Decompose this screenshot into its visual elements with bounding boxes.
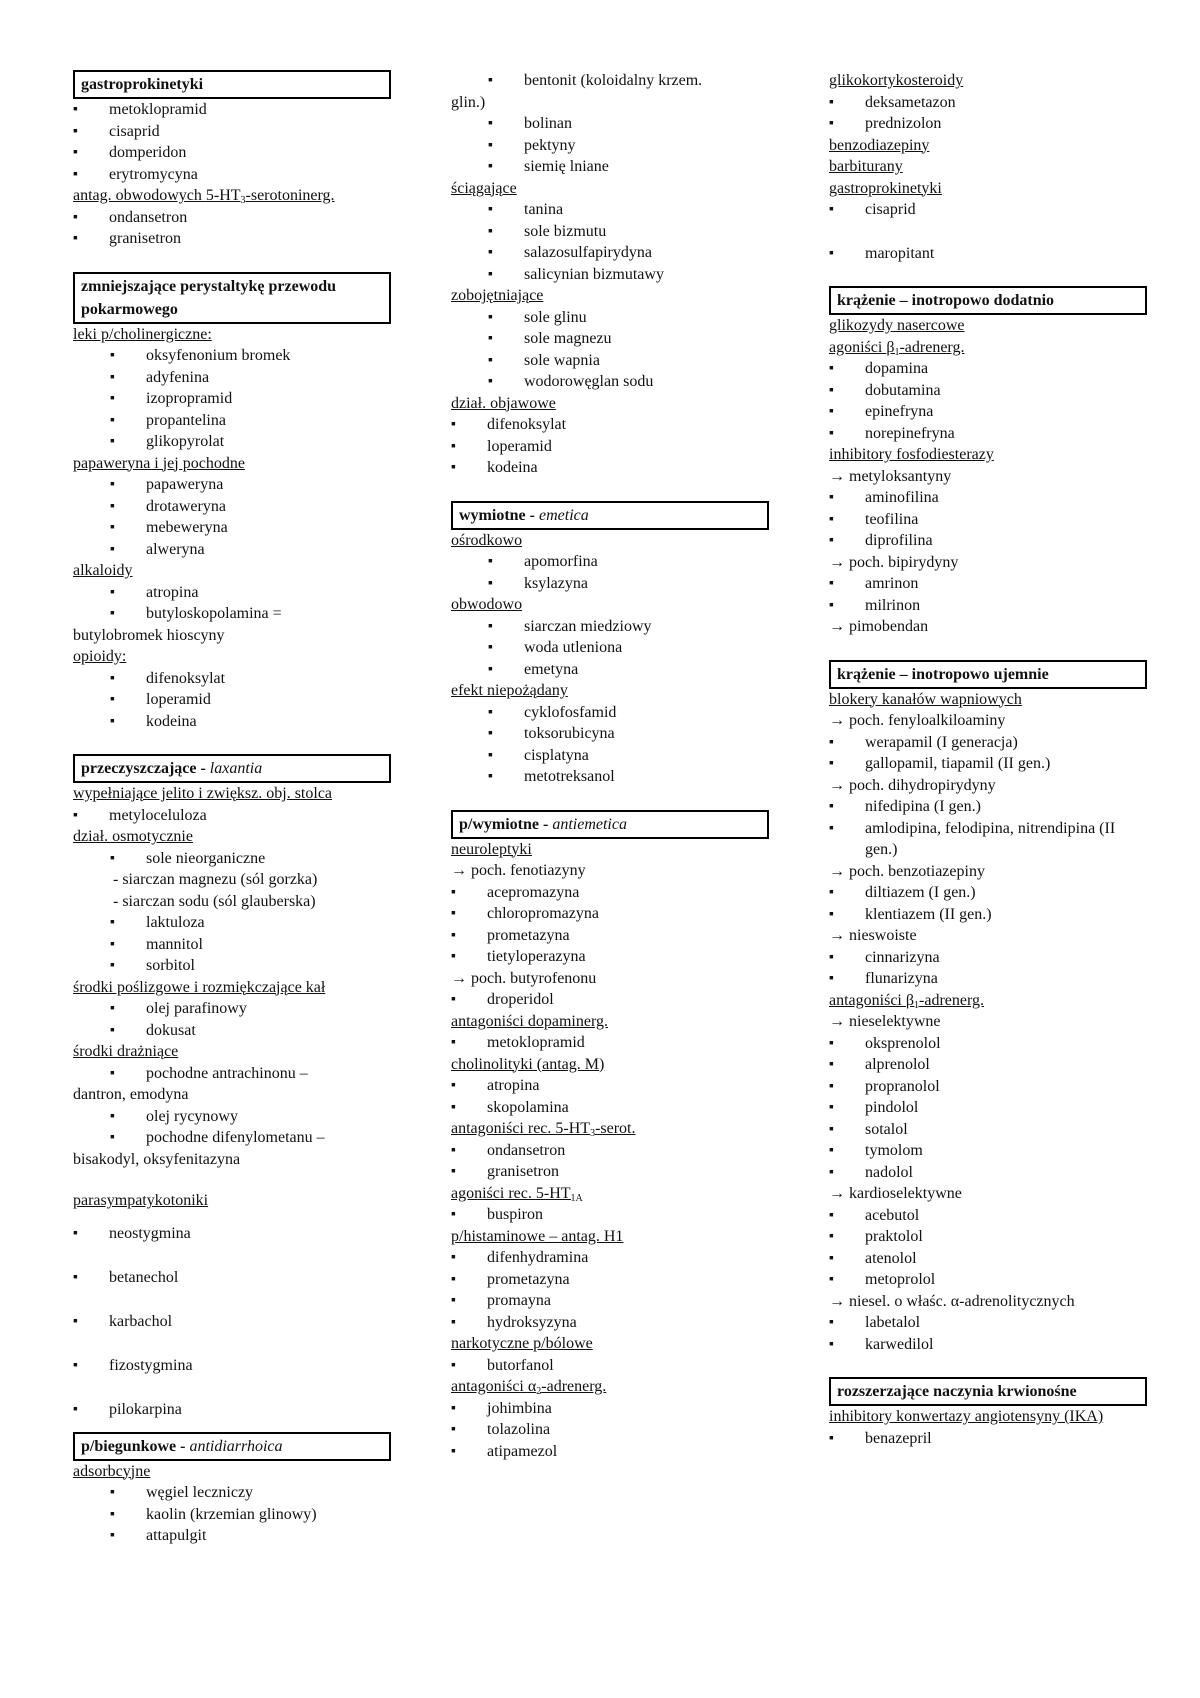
subheading: adsorbcyjne (73, 1462, 151, 1480)
list-item: ▪ karwedilol (829, 1334, 1147, 1356)
spacer (829, 1355, 1147, 1377)
list-item: ▪ kodeina (451, 457, 769, 479)
list-item: ▪ mebeweryna (73, 517, 391, 539)
list-item: ▪ teofilina (829, 509, 1147, 531)
list-item: ▪ sole glinu (451, 307, 769, 329)
spacer (829, 264, 1147, 286)
list-item: ▪ karbachol (73, 1300, 391, 1344)
list-item: ▪ pochodne difenylometanu – (73, 1127, 391, 1149)
spacer (451, 788, 769, 810)
text-line: glin.) (451, 93, 486, 111)
list-subitem: - siarczan sodu (sól glauberska) (113, 892, 316, 910)
list-item: ▪ diltiazem (I gen.) (829, 882, 1147, 904)
list-item: ▪ dopamina (829, 358, 1147, 380)
list-item: ▪ nifedipina (I gen.) (829, 796, 1147, 818)
section-heading: p/wymiotne - antiemetica (451, 810, 769, 839)
list-item: ▪ dobutamina (829, 380, 1147, 402)
list-item: ▪ cinnarizyna (829, 947, 1147, 969)
list-item: ▪ ondansetron (73, 207, 391, 229)
list-item: ▪ emetyna (451, 659, 769, 681)
list-item: ▪ diprofilina (829, 530, 1147, 552)
spacer (451, 479, 769, 501)
column-1 (73, 70, 391, 1547)
list-item: ▪ butyloskopolamina = (73, 603, 391, 625)
list-item: ▪ oksprenolol (829, 1033, 1147, 1055)
list-item: ▪ drotaweryna (73, 496, 391, 518)
text-line: → kardioselektywne (829, 1185, 962, 1202)
subheading: inhibitory fosfodiesterazy (829, 446, 994, 463)
text-line: → poch. butyrofenonu (451, 969, 597, 987)
list-item: ▪ sole wapnia (451, 350, 769, 372)
text-line: → nieswoiste (829, 927, 917, 944)
list-item: ▪ woda utleniona (451, 637, 769, 659)
list-item: ▪ labetalol (829, 1312, 1147, 1334)
list-item: ▪ bentonit (koloidalny krzem. (451, 70, 769, 92)
list-item: ▪ papaweryna (73, 474, 391, 496)
list-item: ▪ domperidon (73, 142, 391, 164)
section-heading: krążenie – inotropowo ujemnie (829, 660, 1147, 689)
list-item: ▪ milrinon (829, 595, 1147, 617)
list-item: ▪ epinefryna (829, 401, 1147, 423)
list-item: ▪ ksylazyna (451, 573, 769, 595)
list-item: ▪ amrinon (829, 573, 1147, 595)
list-item: ▪ adyfenina (73, 367, 391, 389)
subheading: leki p/cholinergiczne: (73, 325, 212, 343)
text-line: butylobromek hioscyny (73, 626, 225, 644)
subheading: parasympatykotoniki (73, 1192, 209, 1209)
list-item: ▪ skopolamina (451, 1097, 769, 1119)
list-item: ▪ metoklopramid (451, 1032, 769, 1054)
list-item: ▪ butorfanol (451, 1355, 769, 1377)
list-item: ▪ mannitol (73, 934, 391, 956)
list-item: ▪ loperamid (451, 436, 769, 458)
list-item: ▪ metotreksanol (451, 766, 769, 788)
list-item: ▪ aminofilina (829, 487, 1147, 509)
list-item: ▪ pilokarpina (73, 1388, 391, 1432)
list-item: ▪ droperidol (451, 989, 769, 1011)
list-item: ▪ cisaprid (829, 199, 1147, 221)
text-line: → metyloksantyny (829, 467, 952, 485)
list-item: ▪ pektyny (451, 135, 769, 157)
list-item: ▪ buspiron (451, 1204, 769, 1226)
spacer (73, 1170, 391, 1190)
text-line: dantron, emodyna (73, 1086, 189, 1103)
list-item: ▪ acepromazyna (451, 882, 769, 904)
list-item: ▪ metoprolol (829, 1269, 1147, 1291)
list-item: ▪ pindolol (829, 1097, 1147, 1119)
text-line: → poch. dihydropirydyny (829, 776, 996, 794)
list-item: ▪ atipamezol (451, 1441, 769, 1463)
list-item: ▪ norepinefryna (829, 423, 1147, 445)
list-item: ▪ cisplatyna (451, 745, 769, 767)
subheading: antagoniści rec. $5-HT_3$-serot. (451, 1120, 636, 1139)
list-item: ▪ difenoksylat (451, 414, 769, 436)
list-item: ▪ ondansetron (451, 1140, 769, 1162)
list-item: ▪ prometazyna (451, 925, 769, 947)
section-heading: przeczyszczające - laxantia (73, 754, 391, 783)
section-heading: p/biegunkowe - antidiarrhoica (73, 1432, 391, 1461)
section-heading: gastroprokinetyki (73, 70, 391, 99)
list-item: ▪ difenoksylat (73, 668, 391, 690)
list-item: ▪ prednizolon (829, 113, 1147, 135)
subheading: antagoniści dopaminerg. (451, 1012, 608, 1030)
list-item: ▪ atropina (73, 582, 391, 604)
list-item: ▪ toksorubicyna (451, 723, 769, 745)
list-item: ▪ tymolom (829, 1140, 1147, 1162)
list-item: ▪ sorbitol (73, 955, 391, 977)
text-line: → poch. benzotiazepiny (829, 862, 985, 880)
list-item: ▪ kaolin (krzemian glinowy) (73, 1504, 391, 1526)
text-line: → poch. fenyloalkiloaminy (829, 712, 1006, 729)
subheading: zobojętniające (451, 287, 544, 304)
list-item: ▪ pochodne antrachinonu – (73, 1063, 391, 1085)
list-item: ▪ olej rycynowy (73, 1106, 391, 1128)
subheading: gastroprokinetyki (829, 179, 942, 197)
list-item: ▪ flunarizyna (829, 968, 1147, 990)
list-item: ▪ propranolol (829, 1076, 1147, 1098)
subheading: agoniści rec. $5-HT_{1A}$ (451, 1184, 583, 1204)
column-3 (829, 70, 1147, 1449)
list-item: ▪ gallopamil, tiapamil (II gen.) (829, 753, 1147, 775)
list-item: ▪ sole nieorganiczne (73, 848, 391, 870)
subheading: wypełniające jelito i zwiększ. obj. stolca (73, 785, 333, 802)
list-item: ▪ prometazyna (451, 1269, 769, 1291)
spacer (73, 732, 391, 754)
list-subitem: - siarczan magnezu (sól gorzka) (113, 871, 318, 888)
subheading: opioidy: (73, 648, 127, 665)
list-item: ▪ kodeina (73, 711, 391, 733)
list-item: ▪ siarczan miedziowy (451, 616, 769, 638)
subheading: glikokortykosteroidy (829, 72, 964, 89)
section-heading: zmniejszające perystaltykę przewodu pokarmowego (73, 272, 391, 324)
list-item: ▪ promayna (451, 1290, 769, 1312)
list-item: ▪ propantelina (73, 410, 391, 432)
section-heading: wymiotne - emetica (451, 501, 769, 530)
list-item: ▪ chloropromazyna (451, 903, 769, 925)
list-item: ▪ deksametazon (829, 92, 1147, 114)
list-item: ▪ salicynian bizmutawy (451, 264, 769, 286)
text-line: → nieselektywne (829, 1013, 941, 1030)
list-item: ▪ olej parafinowy (73, 998, 391, 1020)
subheading: narkotyczne p/bólowe (451, 1335, 593, 1352)
subheading: barbiturany (829, 158, 903, 175)
subheading: ośrodkowo (451, 531, 523, 549)
spacer (73, 250, 391, 272)
list-item: ▪ siemię lniane (451, 156, 769, 178)
list-item: ▪ attapulgit (73, 1525, 391, 1547)
column-2 (451, 70, 769, 1462)
subheading: glikozydy nasercowe (829, 317, 965, 334)
list-item: ▪ betanechol (73, 1256, 391, 1300)
list-item: ▪ nadolol (829, 1162, 1147, 1184)
list-item: ▪ johimbina (451, 1398, 769, 1420)
list-item: ▪ klentiazem (II gen.) (829, 904, 1147, 926)
list-item: ▪ salazosulfapirydyna (451, 242, 769, 264)
list-item: ▪ bolinan (451, 113, 769, 135)
list-item: ▪ sotalol (829, 1119, 1147, 1141)
subheading: środki poślizgowe i rozmiękczające kał (73, 978, 326, 996)
subheading: antagoniści $\alpha_2$-adrenerg. (451, 1378, 607, 1397)
list-item: ▪ cyklofosfamid (451, 702, 769, 724)
subheading: blokery kanałów wapniowych (829, 690, 1022, 708)
subheading: obwodowo (451, 596, 523, 613)
list-item: ▪ tanina (451, 199, 769, 221)
list-item: ▪ metoklopramid (73, 99, 391, 121)
subheading: papaweryna i jej pochodne (73, 454, 245, 472)
subheading: efekt niepożądany (451, 682, 568, 699)
list-item: ▪ laktuloza (73, 912, 391, 934)
list-item: ▪ tolazolina (451, 1419, 769, 1441)
list-item: ▪ erytromycyna (73, 164, 391, 186)
list-item: ▪ difenhydramina (451, 1247, 769, 1269)
spacer (829, 221, 1147, 243)
text-line: bisakodyl, oksyfenitazyna (73, 1150, 241, 1168)
list-item: ▪ werapamil (I generacja) (829, 732, 1147, 754)
list-item: ▪ dokusat (73, 1020, 391, 1042)
subheading: dział. objawowe (451, 394, 556, 412)
text-line: → poch. fenotiazyny (451, 862, 586, 879)
list-item: ▪ fizostygmina (73, 1344, 391, 1388)
list-item: ▪ amlodipina, felodipina, nitrendipina (II gen.) (829, 818, 1147, 861)
list-item: ▪ sole bizmutu (451, 221, 769, 243)
list-item: ▪ granisetron (451, 1161, 769, 1183)
list-item: ▪ oksyfenonium bromek (73, 345, 391, 367)
list-item: ▪ izopropramid (73, 388, 391, 410)
text-line: → pimobendan (829, 618, 929, 635)
list-item: ▪ alweryna (73, 539, 391, 561)
list-item: ▪ apomorfina (451, 551, 769, 573)
spacer (829, 638, 1147, 660)
list-item: ▪ cisaprid (73, 121, 391, 143)
subheading: alkaloidy (73, 562, 133, 579)
subheading: cholinolityki (antag. M) (451, 1055, 605, 1073)
list-item: ▪ alprenolol (829, 1054, 1147, 1076)
list-item: ▪ sole magnezu (451, 328, 769, 350)
subheading: antagoniści $\beta_1$-adrenerg. (829, 991, 985, 1011)
list-item: ▪ hydroksyzyna (451, 1312, 769, 1334)
list-item: ▪ metyloceluloza (73, 805, 391, 827)
subheading: dział. osmotycznie (73, 828, 193, 845)
subheading: benzodiazepiny (829, 136, 930, 154)
subheading: p/histaminowe – antag. H1 (451, 1227, 624, 1245)
list-item: ▪ glikopyrolat (73, 431, 391, 453)
text-line: → niesel. o właśc. α-adrenolitycznych (829, 1292, 1075, 1310)
list-item: ▪ praktolol (829, 1226, 1147, 1248)
section-heading: krążenie – inotropowo dodatnio (829, 286, 1147, 315)
list-item: ▪ wodorowęglan sodu (451, 371, 769, 393)
list-item: ▪ atropina (451, 1075, 769, 1097)
list-item: ▪ neostygmina (73, 1212, 391, 1256)
list-item: ▪ węgiel leczniczy (73, 1482, 391, 1504)
subheading: ściągające (451, 179, 517, 197)
text-line: → poch. bipirydyny (829, 553, 959, 571)
list-item: ▪ loperamid (73, 689, 391, 711)
list-item: ▪ atenolol (829, 1248, 1147, 1270)
subheading: antag. obwodowych $5-HT_3$-serotoninerg. (73, 187, 335, 206)
subheading: neuroleptyki (451, 840, 532, 858)
list-item: ▪ granisetron (73, 228, 391, 250)
list-item: ▪ benazepril (829, 1428, 1147, 1450)
list-item: ▪ acebutol (829, 1205, 1147, 1227)
subheading: inhibitory konwertazy angiotensyny (IKA) (829, 1408, 1104, 1425)
subheading: agoniści $\beta_1$-adrenerg. (829, 338, 965, 358)
subheading: środki drażniące (73, 1043, 179, 1060)
list-item: ▪ maropitant (829, 243, 1147, 265)
list-item: ▪ tietyloperazyna (451, 946, 769, 968)
section-heading: rozszerzające naczynia krwionośne (829, 1377, 1147, 1406)
